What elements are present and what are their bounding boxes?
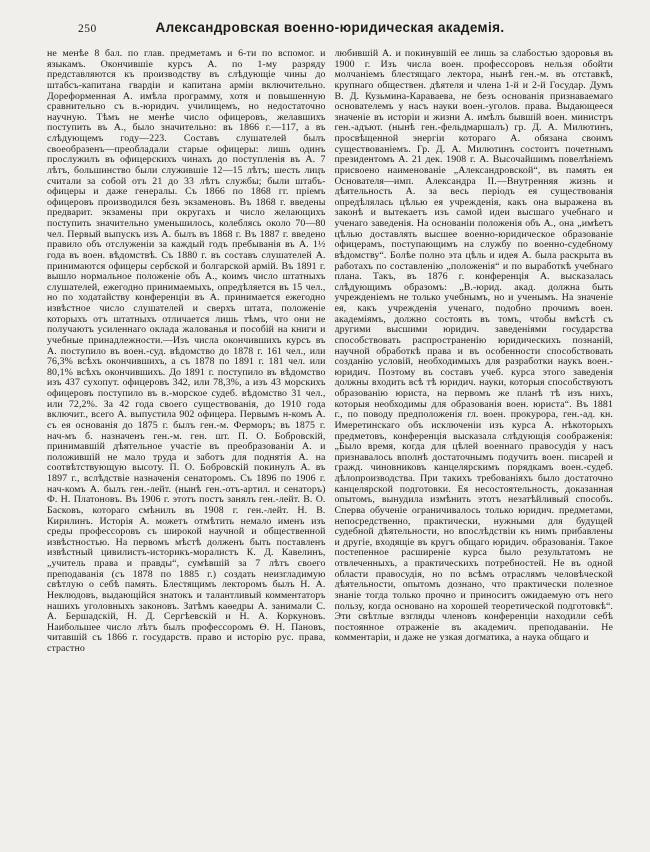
page-number: 250 xyxy=(78,23,97,35)
page-header xyxy=(47,20,613,42)
two-column-text-block xyxy=(47,49,613,801)
text-column-right: любившій А. и покинувшій ее лишь за слабостью здоровья въ 1900 г. Изъ числа воен. профессоровъ нельзя обойти молчаніемъ блестящаго лектора, нынѣ ген.-м. въ отставкѣ, крупнаго обществен. дѣятеля и члена 1-й и 2-й Государ. Думъ В. Д. Кузьмина-Караваева, не безъ основанія признаваемаго основателемъ у насъ науки воен.-уголов. права. Выдающееся значеніе въ исторіи и жизни А. имѣлъ бывшій воен. министръ ген.-адъют. (нынѣ ген.-фельдмаршалъ) гр. Д. А. Милютинъ, просвѣщенной энергіи котораго А. обязана своимъ существованіемъ. Гр. Д. А. Милютинъ состоитъ почетнымъ президентомъ А. 21 дек. 1908 г. А. Высочайшимъ повелѣніемъ присвоено наименованіе „Александровской“, въ память ея Основателя—имп. Александра II.—Внутренняя жизнь и дѣятельность А. за весь періодъ ея существованія опредѣлялась цѣлью ея учрежденія, какъ она выражена въ законѣ и вытекаетъ изъ самой идеи высшаго учебнаго и ученаго заведенія. На основаніи положенія объ А., она „имѣетъ цѣлью доставлять высшее военно-юридическое образованіе офицерамъ, поступающимъ на службу по военно-судебному вѣдомству“. Болѣе полно эта цѣль и идея А. была раскрыта въ работахъ по составленію „положенія“ и по выработкѣ учебнаго плана. Такъ, въ 1876 г. конференція А. высказалась слѣдующимъ образомъ: „В.-юрид. акад. должна быть учрежденіемъ не только учебнымъ, но и ученымъ. На значеніе ея, какъ учрежденія ученаго, подобно прочимъ воен. академіямъ, должно состоять въ томъ, чтобы вмѣстѣ съ другими высшими юридич. заведеніями государства способствовать распространенію юридическихъ познаній, научной обработкѣ права и въ особенности способствовать созданію условій, необходимыхъ для разработки наукъ воен.-юридич. Поэтому въ составъ учеб. курса этого заведенія должны входить всѣ тѣ юридич. науки, которыя способствуютъ образованію юриста, на первомъ же планѣ тѣ изъ нихъ, которыя необходимы для образованія воен. юриста“. Въ 1881 г., по поводу предположенія гл. воен. прокурора, ген.-ад. кн. Имеретинскаго объ исключеніи изъ курса А. нѣкоторыхъ предметовъ, конференція высказала слѣдующія соображенія: „Было время, когда для цѣлей военнаго правосудія у насъ признавалось вполнѣ достаточнымъ подучить воен. писарей и гражд. чиновниковъ канцелярскимъ порядкамъ воен.-судеб. дѣлопроизводства. При такихъ требованіяхъ было достаточно канцелярской подготовки. Ея несостоятельность, доказанная опытомъ, вынудила измѣнить этотъ незатѣйливый способъ. Сперва обученіе ограничивалось только юридич. предметами, непосредственно, практически, нужными для будущей судебной дѣятельности, но впослѣдствіи къ нимъ прибавлены и другіе, входящіе въ кругъ общаго юридич. образованія. Такое постепенное расширеніе курса было результатомъ не отвлеченныхъ, а практическихъ потребностей. Не въ одной области правосудія, но по всѣмъ отраслямъ человѣческой дѣятельности, опытомъ дознано, что практически полезное знаніе тогда только прочно и приноситъ ожидаемую отъ него пользу, когда основано на хорошей теоретической подготовкѣ“. Эти свѣтлые взгляды членовъ конференціи находили себѣ постоянное отраженіе въ академич. преподаваніи. Не комментаріи, и даже не узкая догматика, а наука общаго и xyxy=(334,49,613,644)
text-column-left: не менѣе 8 бал. по глав. предметамъ и 6-ти по вспомог. и языкамъ. Окончившіе курсъ А. по 1-му разряду представляются къ производству въ слѣдующіе чины до штабсъ-капитана гвардіи и капитана арміи включительно. Дореформенная А. имѣла программу, хотя и повышенную сравнительно съ в.-юридич. училищемъ, но недостаточно научную. Тѣмъ не менѣе число офицеровъ, желавшихъ поступить въ А., было значительно: въ 1866 г.—117, а въ слѣдующемъ году—223. Составъ слушателей былъ своеобразенъ—преобладали старые офицеры: лишь одинъ прослужилъ въ офицерскихъ чинахъ до поступленія въ А. 7 лѣтъ, большинство были служившіе 12—15 лѣтъ; шесть лицъ считали за собой отъ 21 до 33 лѣтъ службы; были штабъ-офицеры и даже генералы. Съ 1866 по 1868 гг. пріемъ офицеровъ производился безъ экзаменовъ. Въ 1868 г. введены предварит. экзамены при округахъ и число желающихъ поступить значительно уменьшилось, колеблясь около 70—80 чел. Первый выпускъ изъ А. былъ въ 1868 г. Въ 1887 г. введено правило объ отслуженіи за каждый годъ пребыванія въ А. 1½ года въ воен. вѣдомствѣ. Съ 1880 г. въ составъ слушателей А. принимаются офицеры сербской и болгарской армій. Въ 1891 г. вышло нормальное положеніе объ А., коимъ число штатныхъ слушателей, ежегодно принимаемыхъ, опредѣляется въ 15 чел., но по ходатайству конференціи въ А. принимается ежегодно извѣстное число слушателей и сверхъ штата, положеніе которыхъ отъ штатныхъ отличается лишь тѣмъ, что они не получаютъ усиленнаго оклада жалованья и пособій на книги и учебные принадлежности.—Изъ числа окончившихъ курсъ въ А. поступило въ воен.-суд. вѣдомство до 1878 г. 161 чел., или 76,3% всѣхъ окончившихъ, а съ 1878 по 1891 г. 181 чел. или 80,1% всѣхъ окончившихъ. До 1891 г. поступило въ вѣдомство изъ 437 сухопут. офицеровъ 342, или 78,3%, а изъ 43 морскихъ офицеровъ поступило въ в.-морское судеб. вѣдомство 31 чел., или 72,2%. За 42 года своего существованія, до 1910 года включит., всего А. выпустила 902 офицера. Первымъ н-комъ А. съ ея основанія до 1875 г. былъ ген.-м. Ферморъ; въ 1875 г. нач-мъ б. назначенъ ген.-м. ген. шт. П. О. Бобровскій, принимавшій дѣятельное участіе въ преобразованіи А. и положившій не мало труда и заботъ для поднятія А. на соотвѣтствующую высоту. П. О. Бобровскій покинулъ А. въ 1897 г., вслѣдствіе назначенія сенаторомъ. Съ 1896 по 1906 г. нач-комъ А. былъ ген.-лейт. (нынѣ ген.-отъ-артил. и сенаторъ) Ф. Н. Платоновъ. Въ 1906 г. этотъ постъ занялъ ген.-лейт. В. О. Басковъ, котораго смѣнилъ въ 1908 г. ген.-лейт. Н. В. Кирилинъ. Исторія А. можетъ отмѣтить немало именъ изъ среды профессоровъ съ широкой научной и общественной извѣстностью. На первомъ мѣстѣ долженъ быть поставленъ извѣстный цивилистъ-историкъ-моралистъ К. Д. Кавелинъ, „учитель права и правды“, сумѣвшій за 7 лѣтъ своего преподаванія (съ 1878 по 1885 г.) создать неизгладимую свѣтлую о себѣ память. Блестящимъ лекторомъ былъ Н. А. Неклюдовъ, выдающійся знатокъ и талантливый комментаторъ нашихъ уголовныхъ законовъ. Затѣмъ каѳедры А. занимали С. А. Бершадскій, Н. Д. Сергѣевскій и Н. А. Коркуновъ. Наибольшее число лѣтъ былъ профессоромъ Ѳ. Н. Пановъ, читавшій съ 1866 г. государств. право и исторію рус. права, страстно xyxy=(47,49,326,654)
page-title: Александровская военно-юридическая академія. xyxy=(155,20,505,35)
